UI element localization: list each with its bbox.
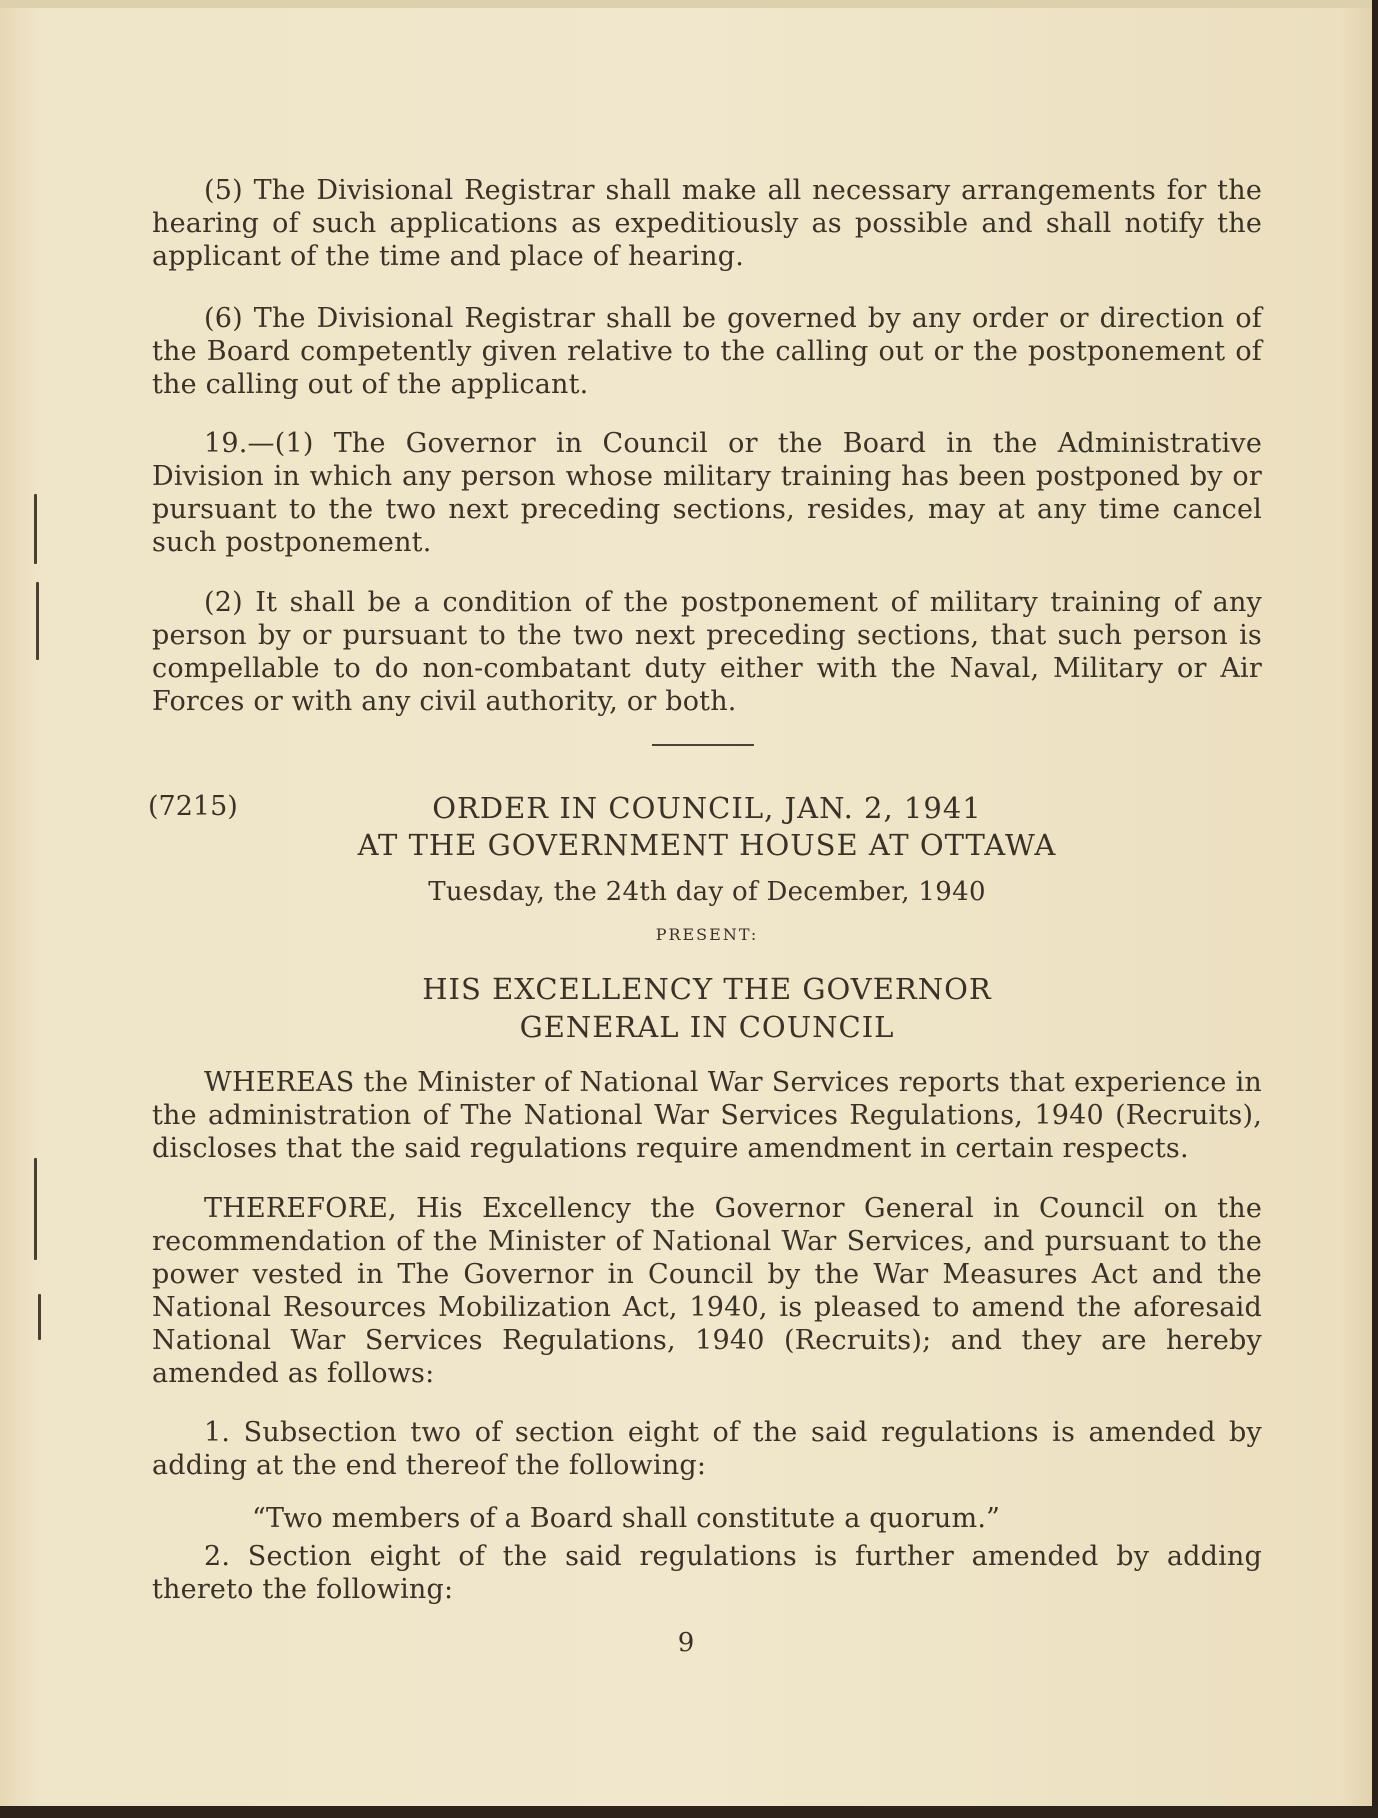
paragraph-amendment-2 [152,1540,1262,1606]
margin-mark-1 [34,494,37,564]
paragraph-therefore [152,1192,1262,1390]
paragraph-6 [152,302,1262,401]
paragraph-text: (5) The Divisional Registrar shall make all necessary arrangements for the hearing of such applications as expeditiously as possible and shall notify the applicant of the time and place of hearing. [152,175,1262,272]
paragraph-text: WHEREAS the Minister of National War Services reports that experience in the administration of The National War Services Regulations, 1940 (Recruits), discloses that the said regulations require amendment in certain respects. [152,1067,1262,1164]
paragraph-text: 19.—(1) The Governor in Council or the Board in the Administrative Division in which any person whose military training has been postponed by or pursuant to the two next preceding sections, resides, may at any time cancel such postponement. [152,428,1262,558]
margin-mark-3 [34,1158,37,1260]
paragraph-text: (6) The Divisional Registrar shall be governed by any order or direction of the Board competently given relative to the calling out or the postponement of the calling out of the applicant. [152,303,1262,400]
order-location: AT THE GOVERNMENT HOUSE AT OTTAWA [357,828,1057,862]
order-number: (7215) [148,791,238,822]
paragraph-text: THEREFORE, His Excellency the Governor General in Council on the recommendation of the Minister of National War Services, and pursuant to the power vested in The Governor in Council by the War Measures Act and the National Resources Mobilization Act, 1940, is pleased to amend the aforesaid National War Services Regulations, 1940 (Recruits); and they are hereby amended as follows: [152,1193,1262,1389]
paragraph-text: 1. Subsection two of section eight of the said regulations is amended by adding at the end thereof the following: [152,1417,1262,1481]
excellency-line-1: HIS EXCELLENCY THE GOVERNOR [422,972,992,1006]
margin-mark-4 [38,1294,41,1340]
order-title: ORDER IN COUNCIL, JAN. 2, 1941 [432,791,982,825]
quorum-quote: “Two members of a Board shall constitute a quorum.” [252,1503,1001,1534]
margin-mark-2 [36,582,39,660]
paragraph-19-1 [152,427,1262,559]
paragraph-19-2 [152,586,1262,718]
paragraph-text: 2. Section eight of the said regulations is further amended by adding thereto the following: [152,1541,1262,1605]
paragraph-5 [152,174,1262,273]
present-label: PRESENT: [655,925,759,944]
page-number: 9 [677,1628,695,1658]
paragraph-whereas [152,1066,1262,1165]
scan-background-edge [0,1806,1378,1818]
paragraph-amendment-1 [152,1416,1262,1482]
order-date: Tuesday, the 24th day of December, 1940 [428,877,986,907]
excellency-line-2: GENERAL IN COUNCIL [519,1010,895,1044]
paragraph-text: (2) It shall be a condition of the postponement of military training of any person by or pursuant to the two next preceding sections, that such person is compellable to do non-combatant duty either with the Naval, Military or Air Forces or with any civil authority, or both. [152,587,1262,717]
section-divider [652,744,754,746]
